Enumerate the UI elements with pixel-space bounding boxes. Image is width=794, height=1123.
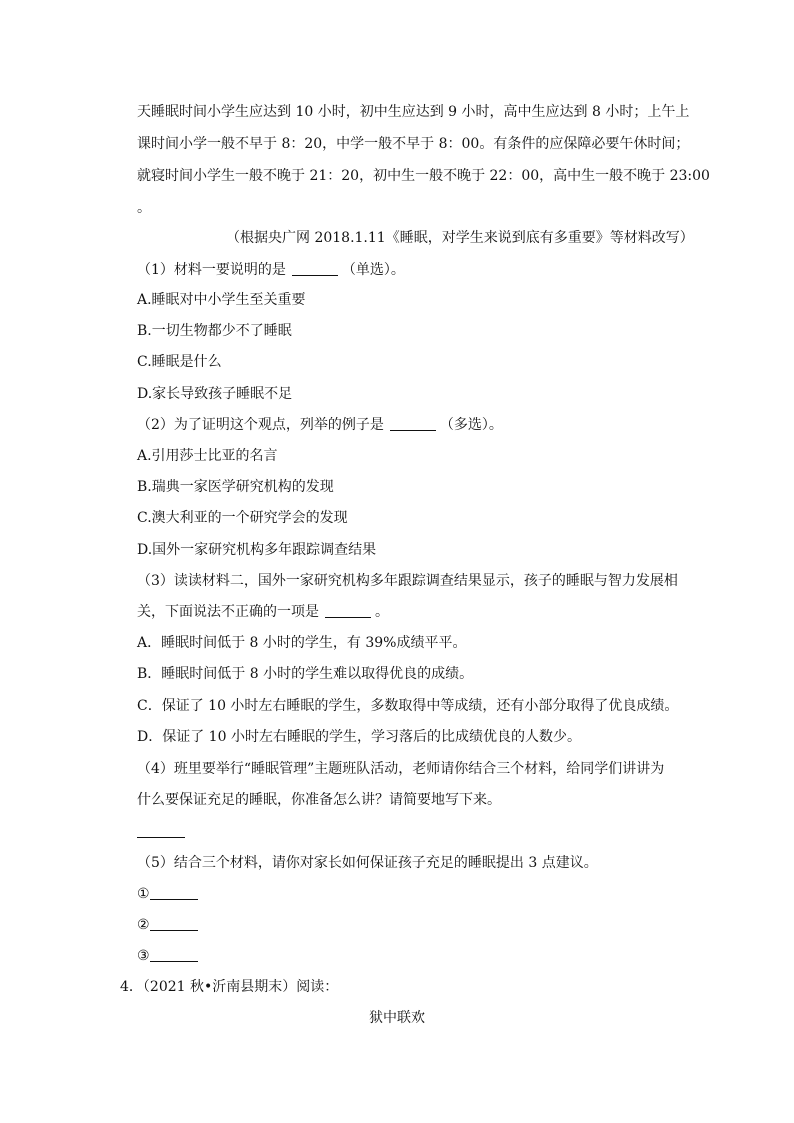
question-2-stem	[137, 415, 503, 435]
question-3-stem-text: 关，下面说法不正确的一项是	[137, 604, 319, 620]
question-2-option-c: C.澳大利亚的一个研究学会的发现	[137, 510, 348, 526]
question-4-answer-line	[137, 822, 185, 842]
question-5-answer-3	[137, 946, 198, 966]
passage-line-4: 。	[137, 200, 151, 216]
answer-blank[interactable]	[150, 916, 198, 931]
answer-blank[interactable]	[137, 823, 185, 838]
passage-line-1: 天睡眠时间小学生应达到 10 小时，初中生应达到 9 小时，高中生应达到 8 小时；上午上	[137, 104, 690, 120]
question-2-type: （多选）。	[439, 417, 503, 433]
question-1-stem	[137, 260, 405, 280]
answer-blank[interactable]	[150, 947, 198, 962]
question-2-option-a: A.引用莎士比亚的名言	[137, 448, 278, 464]
passage-source: （根据央广网 2018.1.11《睡眠，对学生来说到底有多重要》等材料改写）	[226, 230, 694, 246]
question-5-answer-1	[137, 884, 198, 904]
circled-number-3: ③	[137, 948, 150, 964]
passage-line-3: 就寝时间小学生一般不晚于 21：20，初中生一般不晚于 22：00，高中生一般不晚于 23:00	[137, 168, 710, 184]
question-3-option-a: A．睡眠时间低于 8 小时的学生，有 39%成绩平平。	[137, 635, 467, 651]
question-1-option-d: D.家长导致孩子睡眠不足	[137, 386, 293, 402]
question-5-stem: （5）结合三个材料，请你对家长如何保证孩子充足的睡眠提出 3 点建议。	[137, 855, 598, 871]
passage-title: 狱中联欢	[369, 1010, 425, 1026]
question-1-option-a: A.睡眠对中小学生至关重要	[137, 292, 306, 308]
passage-line-2: 课时间小学一般不早于 8：20，中学一般不早于 8：00。有条件的应保障必要午休时间；	[137, 136, 690, 152]
answer-blank[interactable]	[390, 416, 436, 431]
question-4-stem-line-1: （4）班里要举行“睡眠管理”主题班队活动，老师请你结合三个材料，给同学们讲讲为	[137, 761, 665, 777]
question-1-option-b: B.一切生物都少不了睡眠	[137, 323, 292, 339]
question-3-option-c: C．保证了 10 小时左右睡眠的学生，多数取得中等成绩，还有小部分取得了优良成绩。	[137, 698, 679, 714]
question-number: 4．	[120, 979, 143, 995]
question-1-type: （单选）。	[341, 262, 405, 278]
question-3-stem-end: 。	[375, 604, 389, 620]
question-5-answer-2	[137, 915, 198, 935]
answer-blank[interactable]	[150, 885, 198, 900]
question-1-option-c: C.睡眠是什么	[137, 354, 222, 370]
circled-number-1: ①	[137, 886, 150, 902]
question-4-stem-line-2: 什么要保证充足的睡眠，你准备怎么讲？请简要地写下来。	[137, 792, 501, 808]
circled-number-2: ②	[137, 917, 150, 933]
question-3-stem-line-2	[137, 602, 389, 622]
question-3-stem-line-1: （3）读读材料二，国外一家研究机构多年跟踪调查结果显示，孩子的睡眠与智力发展相	[137, 573, 678, 589]
answer-blank[interactable]	[325, 603, 371, 618]
question-3-option-b: B．睡眠时间低于 8 小时的学生难以取得优良的成绩。	[137, 666, 474, 682]
question-source: （2021 秋•沂南县期末）阅读：	[142, 979, 339, 995]
question-2-option-b: B.瑞典一家医学研究机构的发现	[137, 479, 334, 495]
answer-blank[interactable]	[292, 261, 338, 276]
next-question-header	[120, 977, 338, 997]
question-2-stem-text: （2）为了证明这个观点，列举的例子是	[137, 417, 384, 433]
question-1-stem-text: （1）材料一要说明的是	[137, 262, 286, 278]
question-3-option-d: D．保证了 10 小时左右睡眠的学生，学习落后的比成绩优良的人数少。	[137, 729, 581, 745]
question-2-option-d: D.国外一家研究机构多年跟踪调查结果	[137, 542, 377, 558]
